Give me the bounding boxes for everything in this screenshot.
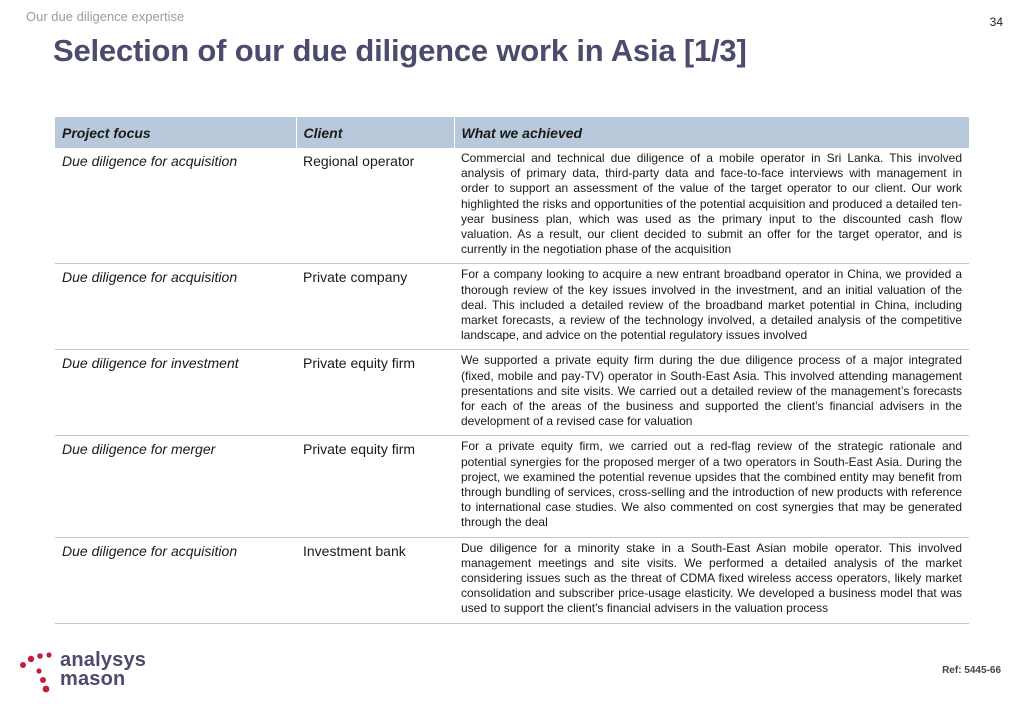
logo-dots-icon bbox=[18, 651, 58, 696]
reference-number: Ref: 5445-66 bbox=[942, 665, 1001, 676]
column-header-what-we-achieved: What we achieved bbox=[454, 117, 969, 148]
company-logo bbox=[18, 651, 148, 696]
client-cell: Private equity firm bbox=[296, 436, 454, 537]
logo-text bbox=[60, 651, 146, 689]
project-focus-cell: Due diligence for acquisition bbox=[55, 537, 296, 623]
achieved-cell: For a private equity firm, we carried out a red-flag review of the strategic rationale and potential synergies for the proposed merger of a two operators in South-East Asia. During the project, we examined the potential revenue upsides that the combined entity may benefit from through bundling of services, cross-selling and the introduction of new products with reference to international case studies. We also commented on cost synergies that may be generated through the deal bbox=[454, 436, 969, 537]
table-header-row bbox=[55, 117, 969, 148]
table-row bbox=[55, 148, 969, 264]
achieved-cell: We supported a private equity firm during the due diligence process of a major integrated (fixed, mobile and pay-TV) operator in South-East Asia. This involved attending management presentations and site visits. We carried out a detailed review of the management’s forecasts for each of the areas of the business and supported the client’s financial advisers in the development of a revised case for valuation bbox=[454, 350, 969, 436]
table-row bbox=[55, 436, 969, 537]
achieved-cell: For a company looking to acquire a new entrant broadband operator in China, we provided a thorough review of the key issues involved in the investment, and an initial valuation of the deal. This included a detailed review of the broadband market potential in China, including market forecasts, a review of the technology involved, a detailed analysis of the competitive landscape, and advice on the potential regulatory issues involved bbox=[454, 264, 969, 350]
page-title: Selection of our due diligence work in Asia [1/3] bbox=[53, 33, 747, 68]
column-header-client: Client bbox=[296, 117, 454, 148]
project-focus-cell: Due diligence for acquisition bbox=[55, 264, 296, 350]
column-header-project-focus: Project focus bbox=[55, 117, 296, 148]
client-cell: Private equity firm bbox=[296, 350, 454, 436]
table-row bbox=[55, 264, 969, 350]
achieved-cell: Due diligence for a minority stake in a South-East Asian mobile operator. This involved management meetings and site visits. We performed a detailed analysis of the market considering issues such as the threat of CDMA fixed wireless access operators, likely market consolidation and subscriber price-usage elasticity. We developed a business model that was used to support the client's financial advisers in the valuation process bbox=[454, 537, 969, 623]
project-focus-cell: Due diligence for acquisition bbox=[55, 148, 296, 264]
table-row bbox=[55, 350, 969, 436]
client-cell: Private company bbox=[296, 264, 454, 350]
section-label: Our due diligence expertise bbox=[26, 9, 185, 24]
achieved-cell: Commercial and technical due diligence of a mobile operator in Sri Lanka. This involved analysis of primary data, third-party data and face-to-face interviews with management in order to support an assessment of the value of the target operator to our client. Our work highlighted the risks and opportunities of the potential acquisition and produced a detailed ten-year business plan, which was used as the primary input to the discounted cash flow valuation. As a result, our client decided to submit an offer for the target operator, and is currently in the negotiation phase of the acquisition bbox=[454, 148, 969, 264]
table-row bbox=[55, 537, 969, 623]
client-cell: Investment bank bbox=[296, 537, 454, 623]
client-cell: Regional operator bbox=[296, 148, 454, 264]
logo-line-1: analysys bbox=[60, 649, 147, 671]
project-focus-cell: Due diligence for investment bbox=[55, 350, 296, 436]
projects-table bbox=[55, 117, 969, 624]
logo-line-2: mason bbox=[60, 668, 126, 690]
project-focus-cell: Due diligence for merger bbox=[55, 436, 296, 537]
page-number: 34 bbox=[989, 15, 1003, 29]
